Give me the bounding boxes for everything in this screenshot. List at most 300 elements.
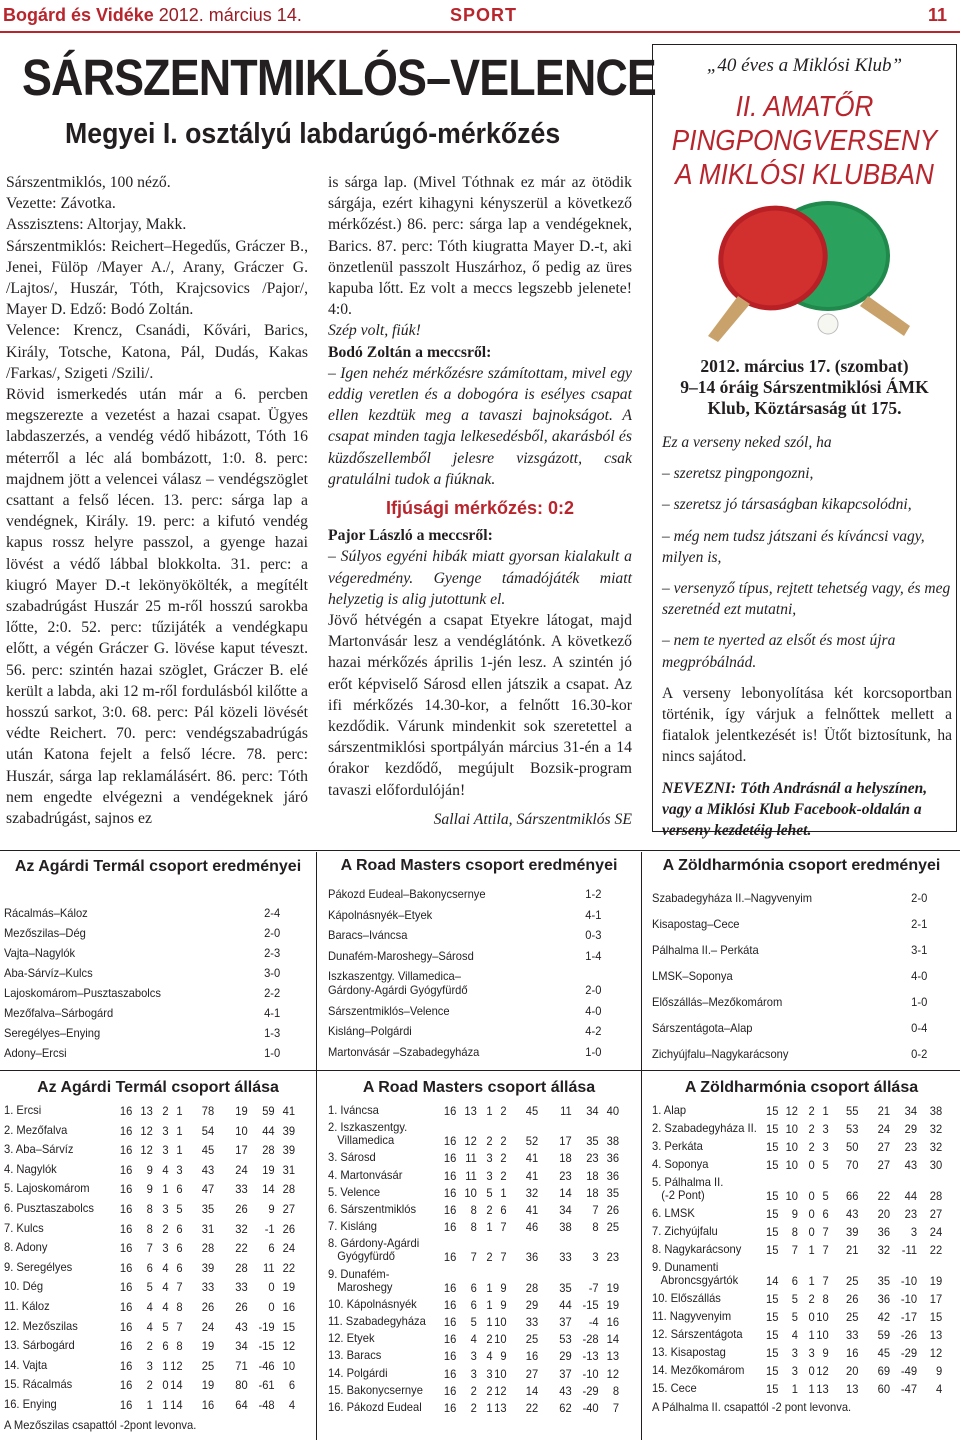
youth-coach-heading: Pajor László a meccsről: — [328, 527, 493, 545]
stat-cell: 10 — [785, 1189, 799, 1203]
stat-cell: 8 — [612, 1383, 620, 1398]
team-name: 7. Kulcs — [4, 1220, 44, 1235]
road-results-title: A Road Masters csoport eredményei — [340, 857, 618, 874]
stat-cell: 2 — [808, 1140, 815, 1154]
stat-cell: 15 — [766, 1225, 779, 1239]
stat-cell: -29 — [900, 1346, 918, 1360]
team-name: 4. Soponya — [652, 1157, 709, 1171]
stat-cell: 1 — [808, 1243, 815, 1257]
stat-cell: 6 — [822, 1207, 829, 1221]
stat-cell: 18 — [559, 1151, 572, 1166]
stat-cell: 13 — [816, 1382, 829, 1396]
team-name: 3. Aba–Sárvíz — [4, 1142, 74, 1157]
fixture-score: 1-0 — [585, 1044, 602, 1059]
referee: Vezette: Závotka. — [6, 195, 116, 213]
stat-cell: 59 — [262, 1104, 275, 1118]
stat-cell: 3 — [176, 1162, 183, 1177]
stat-cell: 28 — [525, 1280, 539, 1295]
home-lineup: Sárszentmiklós: Reichert–Hegedűs, Gráczer B., Jenei, Fülöp /Mayer A./, Arany, Gráczer G. /Lajtos/, Huszár, Tóth, Krajcsovics /Pajor/, Mayer D. Edző: Bodó Zoltán. — [6, 237, 308, 319]
stat-cell: 30 — [929, 1158, 943, 1172]
stat-cell: 26 — [846, 1292, 859, 1306]
header-rule — [0, 31, 960, 33]
stat-cell: 8 — [470, 1203, 477, 1217]
stat-cell: 4 — [791, 1328, 799, 1342]
club-anniversary-quote: „40 éves a Miklósi Klub” — [706, 55, 903, 76]
stat-cell: 19 — [929, 1274, 943, 1288]
event-address: Klub, Köztársaság út 175. — [707, 398, 902, 418]
invite-point-4: – versenyző típus, rejtett tehetség vagy, és meg szeretnéd ezt mutatni, — [662, 580, 951, 619]
stat-cell: 43 — [235, 1319, 248, 1334]
stat-cell: 1 — [486, 1315, 493, 1329]
stat-cell: 14 — [766, 1274, 779, 1288]
team-name: 2. Mezőfalva — [4, 1122, 68, 1137]
stat-cell: 20 — [877, 1207, 891, 1221]
stat-cell: 11 — [465, 1168, 477, 1183]
stat-cell: 10 — [816, 1328, 829, 1342]
stat-cell: 14 — [262, 1182, 275, 1197]
invite-intro: Ez a verseny neked szól, ha — [662, 434, 832, 451]
fixture-score: 3-0 — [264, 966, 281, 980]
stat-cell: 27 — [929, 1207, 943, 1221]
stat-cell: 12 — [140, 1123, 153, 1138]
stat-cell: 16 — [201, 1398, 215, 1412]
stat-cell: 35 — [201, 1202, 215, 1216]
stat-cell: 15 — [766, 1140, 779, 1154]
stat-cell: 15 — [766, 1292, 779, 1306]
stat-cell: 44 — [559, 1297, 572, 1312]
team-name: 16. Pákozd Eudeal — [328, 1400, 422, 1414]
stat-cell: 16 — [443, 1280, 457, 1295]
stat-cell: -19 — [258, 1319, 275, 1334]
stat-cell: 36 — [877, 1292, 891, 1306]
team-name: 11. Káloz — [4, 1299, 50, 1313]
invite-point-5: – nem te nyerted az elsőt és most újra megpróbálnád. — [662, 632, 896, 671]
stat-cell: 12 — [282, 1339, 296, 1354]
stat-cell: 2 — [808, 1292, 815, 1306]
stat-cell: 23 — [606, 1250, 620, 1265]
stat-cell: 10 — [235, 1123, 248, 1138]
stat-cell: 14 — [525, 1383, 539, 1398]
stat-cell: -13 — [582, 1349, 599, 1364]
stat-cell: 16 — [119, 1221, 133, 1236]
stat-cell: 16 — [119, 1358, 133, 1373]
stat-cell: -11 — [901, 1243, 918, 1257]
stat-cell: 16 — [443, 1297, 457, 1312]
stat-cell: 1 — [146, 1398, 153, 1412]
event-description — [662, 432, 952, 841]
stat-cell: 7 — [176, 1280, 183, 1295]
stat-cell: 15 — [282, 1319, 296, 1334]
stat-cell: 27 — [525, 1366, 539, 1381]
fixture-score: 4-2 — [585, 1024, 602, 1038]
stat-cell: 8 — [146, 1202, 153, 1216]
fixture-name: Mezőfalva–Sárbogárd — [4, 1006, 114, 1020]
stat-cell: 13 — [846, 1382, 859, 1396]
team-name: 10. Előszállás — [652, 1291, 721, 1305]
stat-cell: 5 — [486, 1185, 493, 1200]
stat-cell: -4 — [588, 1315, 599, 1329]
team-name: 6. LMSK — [652, 1206, 695, 1220]
standings-note: A Mezőszilas csapattól -2pont levonva. — [4, 1417, 197, 1432]
zold-results-list — [652, 891, 955, 1066]
stat-cell: 18 — [586, 1185, 599, 1200]
stat-cell: 10 — [785, 1122, 799, 1136]
stat-cell: 19 — [201, 1339, 215, 1354]
stat-cell: 0 — [808, 1189, 815, 1203]
stat-cell: 3 — [146, 1358, 153, 1373]
outlook-paragraph: Jövő hétvégén a csapat Etyekre látogat, majd Martonvásár lesz a vendéglátónk. A következő hazai mérkőzés április 1-jén lesz. A szintén jó erőt képviselő Sárosd ellen játszik a csapat. Az ifi mérkőzés 14.30-kor, a felnőtt 16.30-kor kezdődik. Várunk mindenkit sok szeretettel a sárszentmiklósi sportpályán március 31-én a 14 órakor kezdődő, megújult Bozsik-program tavaszi előfordulóján! — [328, 612, 632, 799]
stat-cell: 17 — [559, 1134, 572, 1149]
stat-cell: 12 — [785, 1104, 799, 1118]
stat-cell: 5 — [791, 1292, 799, 1306]
stat-cell: 33 — [525, 1315, 539, 1329]
stat-cell: 54 — [201, 1123, 215, 1138]
team-name: 8. Adony — [4, 1240, 48, 1255]
stat-cell: 0 — [808, 1310, 815, 1324]
stat-cell: 16 — [443, 1401, 457, 1415]
stat-cell: 9 — [146, 1162, 153, 1177]
stat-cell: 24 — [235, 1162, 248, 1177]
stat-cell: 15 — [766, 1346, 779, 1360]
away-lineup: Velence: Krencz, Csanádi, Kővári, Barics, Király, Totsche, Katona, Pál, Dudás, Kakas /Farkas/, Szigeti /Szili/. — [6, 322, 308, 382]
stat-cell: 2 — [486, 1332, 493, 1347]
stat-cell: 22 — [877, 1189, 891, 1203]
fixture-name: Pálhalma II.– Perkáta — [652, 943, 759, 957]
stat-cell: 3 — [822, 1122, 829, 1136]
fixture-score: 2-3 — [264, 946, 281, 960]
article-title: SÁRSZENTMIKLÓS–VELENCE — [22, 49, 656, 106]
stat-cell: 7 — [146, 1241, 153, 1256]
stat-cell: 19 — [201, 1378, 215, 1393]
stat-cell: 3 — [162, 1143, 169, 1158]
fixture-name: Dunafém-Maroshegy–Sárosd — [328, 948, 474, 963]
team-name: 8. Nagykarácsony — [652, 1242, 742, 1256]
stat-cell: 41 — [282, 1104, 296, 1118]
tournament-title — [667, 90, 942, 192]
team-name: 12. Sárszentágota — [652, 1327, 743, 1341]
fixture-name: Iszkaszentgy. Villamedica– Gárdony-Agárdi Gyógyfürdő — [328, 969, 468, 997]
fixture-score: 2-0 — [911, 891, 928, 905]
stat-cell: -49 — [900, 1364, 918, 1378]
fixture-score: 2-1 — [911, 917, 928, 931]
stat-cell: 13 — [464, 1104, 477, 1118]
stat-cell: 7 — [592, 1203, 599, 1217]
stat-cell: 33 — [559, 1250, 572, 1265]
fixture-score: 2-0 — [264, 926, 281, 940]
fixture-score: 1-2 — [585, 887, 602, 901]
stat-cell: 0 — [268, 1280, 275, 1295]
stat-cell: 25 — [201, 1358, 215, 1373]
stat-cell: 40 — [606, 1104, 620, 1118]
stat-cell: -28 — [582, 1332, 599, 1347]
stat-cell: 1 — [486, 1104, 493, 1118]
stat-cell: -29 — [582, 1383, 599, 1398]
stat-cell: 64 — [235, 1398, 248, 1412]
zold-results-title: A Zöldharmónia csoport eredményei — [662, 857, 941, 874]
coach-heading: Bodó Zoltán a meccsről: — [328, 343, 492, 361]
agardi-results-list — [4, 906, 308, 1066]
stat-cell: 10 — [464, 1185, 477, 1200]
stat-cell: 19 — [235, 1104, 248, 1118]
stat-cell: 23 — [559, 1168, 572, 1183]
stat-cell: 19 — [262, 1162, 275, 1177]
team-name: 13. Kisapostag — [652, 1345, 726, 1359]
stat-cell: 32 — [929, 1122, 943, 1136]
team-name: 15. Bakonycsernye — [328, 1382, 423, 1397]
stat-cell: 14 — [559, 1185, 572, 1200]
stat-cell: 55 — [846, 1104, 859, 1118]
stat-cell: 19 — [282, 1280, 296, 1295]
match-report-continued: is sárga lap. (Mivel Tóthnak ez már az ötödik sárgája, ezért kihagyni kényszerül a következő mérkőzést.) 86. perc: sárga lap a vendégeknek, Barics. 87. perc: Tóth kiugratta Mayer D.-t, aki önzetlenül passzolt Huszárhoz, ő pedig az üres kapuba lőtt. Ez volt a meccs legszebb jelenete! 4:0. — [328, 174, 632, 319]
stat-cell: -61 — [258, 1378, 275, 1393]
stat-cell: 0 — [268, 1300, 275, 1314]
fixture-name: Pákozd Eudeal–Bakonycsernye — [328, 887, 486, 901]
stat-cell: 12 — [464, 1134, 477, 1149]
stat-cell: 15 — [766, 1364, 779, 1378]
stat-cell: 32 — [929, 1140, 943, 1154]
team-name: 10. Dég — [4, 1279, 44, 1294]
stat-cell: 3 — [592, 1250, 599, 1265]
stat-cell: 41 — [525, 1203, 539, 1217]
fixture-name: Kisláng–Polgárdi — [328, 1024, 412, 1038]
invite-point-2: – szeretsz jó társaságban kikapcsolódni, — [662, 496, 912, 514]
stat-cell: 1 — [486, 1297, 493, 1312]
stat-cell: 16 — [119, 1241, 133, 1256]
stat-cell: 34 — [586, 1104, 599, 1118]
coach-quote: – Igen nehéz mérkőzésre számítottam, mivel egy eddig veretlen és a dobogóra is esélyes csapat ellen kezdtük meg a tavaszi bajnokságot. A csapat minden tagja lelkesedésből, akarásból és küzdőszellemből jelesre vizsgázott, csak gratulálni tudok a fiúknak. — [328, 364, 632, 488]
agardi-standings-table — [4, 1104, 309, 1440]
stat-cell: 6 — [176, 1260, 183, 1275]
stat-cell: 25 — [606, 1220, 620, 1235]
team-name: 9. Dunamenti Abroncsgyártók — [652, 1260, 739, 1287]
stat-cell: 14 — [606, 1332, 620, 1347]
fixture-score: 4-1 — [264, 1006, 281, 1020]
fixture-name: Vajta–Nagylók — [4, 946, 76, 960]
stat-cell: 26 — [235, 1202, 248, 1216]
stat-cell: 13 — [929, 1328, 943, 1342]
stat-cell: 7 — [822, 1243, 829, 1257]
stat-cell: 16 — [119, 1162, 133, 1177]
stat-cell: 2 — [486, 1383, 493, 1398]
stat-cell: 16 — [443, 1185, 457, 1200]
article-column-2 — [328, 172, 632, 830]
stat-cell: 16 — [443, 1383, 457, 1398]
results-top-rule — [0, 850, 960, 851]
stat-cell: 16 — [119, 1182, 133, 1197]
stat-cell: 16 — [443, 1332, 457, 1347]
stat-cell: 59 — [877, 1328, 891, 1342]
stat-cell: 8 — [146, 1221, 153, 1236]
team-name: 14. Vajta — [4, 1357, 48, 1372]
stat-cell: 2 — [500, 1104, 507, 1118]
stat-cell: 1 — [162, 1182, 169, 1197]
fixture-score: 2-0 — [585, 983, 602, 997]
stat-cell: 16 — [846, 1346, 859, 1360]
standings-note: A Pálhalma II. csapattól -2 pont levonva. — [652, 1400, 852, 1414]
stat-cell: 28 — [235, 1260, 248, 1275]
stat-cell: 9 — [500, 1349, 507, 1364]
stat-cell: 11 — [560, 1104, 572, 1118]
attendance: Sárszentmiklós, 100 néző. — [6, 174, 171, 191]
stat-cell: 1 — [162, 1358, 169, 1373]
stat-cell: 43 — [559, 1383, 572, 1398]
fixture-name: Sárszentmiklós–Velence — [328, 1003, 450, 1018]
stat-cell: 33 — [235, 1182, 248, 1197]
stat-cell: 16 — [119, 1123, 133, 1138]
stat-cell: 2 — [500, 1134, 507, 1149]
stat-cell: 33 — [235, 1280, 248, 1295]
stat-cell: 23 — [904, 1140, 918, 1154]
stat-cell: 16 — [119, 1378, 133, 1393]
stat-cell: 6 — [470, 1280, 477, 1295]
fixture-score: 2-4 — [264, 906, 281, 920]
team-name: 13. Baracs — [328, 1348, 382, 1363]
stat-cell: 12 — [494, 1383, 507, 1398]
stat-cell: 44 — [904, 1189, 918, 1203]
stat-cell: 4 — [486, 1349, 493, 1364]
cheer: Szép volt, fiúk! — [328, 322, 421, 340]
stat-cell: 28 — [201, 1241, 215, 1256]
stat-cell: 25 — [525, 1332, 539, 1347]
stat-cell: 16 — [119, 1319, 133, 1334]
stat-cell: 3 — [486, 1168, 493, 1183]
team-name: 6. Pusztaszabolcs — [4, 1201, 94, 1215]
registration-info: NEVEZNI: Tóth Andrásnál a helyszínen, vagy a Miklósi Klub Facebook-oldalán a verseny kezdetéig lehet. — [662, 779, 928, 840]
column-divider-2 — [641, 852, 642, 1440]
stat-cell: -17 — [900, 1310, 918, 1324]
stat-cell: 7 — [176, 1319, 183, 1334]
stat-cell: 0 — [808, 1158, 815, 1172]
stat-cell: 45 — [201, 1143, 215, 1158]
stat-cell: -10 — [582, 1366, 599, 1381]
stat-cell: 12 — [170, 1358, 183, 1373]
stat-cell: 8 — [176, 1300, 183, 1314]
team-name: 14. Mezőkomárom — [652, 1363, 745, 1377]
zold-standings-table — [652, 1104, 957, 1440]
fixture-score: 4-0 — [585, 1003, 602, 1018]
stat-cell: 12 — [929, 1346, 943, 1360]
stat-cell: 50 — [846, 1140, 859, 1154]
stat-cell: 42 — [877, 1310, 891, 1324]
stat-cell: 3 — [486, 1151, 493, 1166]
stat-cell: 1 — [486, 1280, 493, 1295]
stat-cell: 5 — [470, 1315, 477, 1329]
stat-cell: 53 — [559, 1332, 572, 1347]
stat-cell: 5 — [162, 1319, 169, 1334]
stat-cell: 13 — [606, 1349, 620, 1364]
stat-cell: 28 — [282, 1182, 296, 1197]
stat-cell: 6 — [470, 1297, 477, 1312]
column-divider-1 — [316, 852, 317, 1440]
stat-cell: 1 — [822, 1104, 829, 1118]
stat-cell: 43 — [201, 1162, 215, 1177]
stat-cell: 5 — [822, 1158, 829, 1172]
pingpong-paddles-illustration — [678, 196, 938, 346]
stat-cell: 10 — [816, 1310, 829, 1324]
stat-cell: 37 — [559, 1315, 572, 1329]
stat-cell: 2 — [470, 1383, 477, 1398]
stat-cell: 9 — [268, 1202, 275, 1216]
road-results-list — [328, 887, 629, 1067]
fixture-name: Baracs–Iváncsa — [328, 928, 408, 942]
team-name: 12. Etyek — [328, 1331, 375, 1346]
stat-cell: -47 — [900, 1382, 918, 1396]
stat-cell: 4 — [162, 1300, 169, 1314]
stat-cell: 21 — [846, 1243, 859, 1257]
stat-cell: 35 — [586, 1134, 599, 1149]
stat-cell: 19 — [606, 1297, 620, 1312]
stat-cell: 26 — [235, 1300, 248, 1314]
stat-cell: 2 — [162, 1221, 169, 1236]
team-name: 4. Martonvásár — [328, 1167, 403, 1182]
stat-cell: 33 — [846, 1328, 859, 1342]
stat-cell: 38 — [606, 1134, 620, 1149]
stat-cell: 5 — [146, 1280, 153, 1295]
stat-cell: 22 — [235, 1241, 248, 1256]
road-standings-title: A Road Masters csoport állása — [362, 1079, 596, 1096]
team-name: 5. Lajoskomárom — [4, 1181, 90, 1196]
stat-cell: 3 — [470, 1366, 477, 1381]
fixture-score: 0-2 — [911, 1047, 928, 1061]
stat-cell: 0 — [808, 1225, 815, 1239]
zold-standings-title: A Zöldharmónia csoport állása — [684, 1079, 919, 1096]
newspaper-masthead: Bogárd és Vidéke 2012. március 14. — [3, 5, 302, 25]
stat-cell: 2 — [146, 1339, 153, 1354]
stat-cell: 7 — [791, 1243, 799, 1257]
fixture-name: Adony–Ercsi — [4, 1046, 67, 1060]
stat-cell: 41 — [525, 1151, 539, 1166]
stat-cell: 29 — [525, 1297, 539, 1312]
fixture-name: LMSK–Soponya — [652, 969, 733, 983]
team-name: 9. Dunafém- Maroshegy — [328, 1266, 393, 1294]
stat-cell: -15 — [258, 1339, 275, 1354]
stat-cell: 6 — [176, 1182, 183, 1197]
stat-cell: -1 — [264, 1221, 275, 1236]
stat-cell: 12 — [606, 1366, 620, 1381]
fixture-score: 4-1 — [585, 907, 602, 922]
page-number: 11 — [928, 5, 948, 25]
stat-cell: 8 — [822, 1292, 829, 1306]
article-author: Sallai Attila, Sárszentmiklós SE — [433, 810, 632, 828]
stat-cell: 26 — [201, 1300, 215, 1314]
stat-cell: 4 — [146, 1319, 153, 1334]
stat-cell: 16 — [119, 1280, 133, 1295]
youth-coach-quote: – Súlyos egyéni hibák miatt gyorsan kialakult a végeredmény. Gyenge támadójáték miatt helyzetig is alig jutottunk el. — [328, 548, 632, 608]
stat-cell: 1 — [500, 1185, 507, 1200]
team-name: 13. Sárbogárd — [4, 1338, 75, 1353]
stat-cell: 4 — [470, 1332, 477, 1347]
agardi-standings-title: Az Agárdi Termál csoport állása — [37, 1079, 279, 1096]
stat-cell: 2 — [500, 1168, 507, 1183]
invite-point-3: – még nem tudsz játszani és kíváncsi vagy, milyen is, — [662, 527, 925, 566]
team-name: 2. Szabadegyháza II. — [652, 1121, 757, 1135]
stat-cell: 38 — [929, 1104, 943, 1118]
stat-cell: 15 — [766, 1382, 779, 1396]
team-name: 15. Rácalmás — [4, 1377, 73, 1392]
stat-cell: 43 — [904, 1158, 918, 1172]
fixture-name: Aba-Sárvíz–Kulcs — [4, 966, 93, 980]
stat-cell: 62 — [559, 1401, 572, 1415]
stat-cell: 32 — [877, 1243, 891, 1257]
stat-cell: 29 — [904, 1122, 918, 1136]
stat-cell: 31 — [282, 1162, 296, 1177]
invite-point-1: – szeretsz pingpongozni, — [662, 465, 814, 483]
stat-cell: 16 — [282, 1300, 296, 1314]
stat-cell: 27 — [282, 1202, 296, 1216]
stat-cell: 34 — [559, 1203, 572, 1217]
stat-cell: 1 — [791, 1382, 799, 1396]
stat-cell: 22 — [282, 1260, 296, 1275]
